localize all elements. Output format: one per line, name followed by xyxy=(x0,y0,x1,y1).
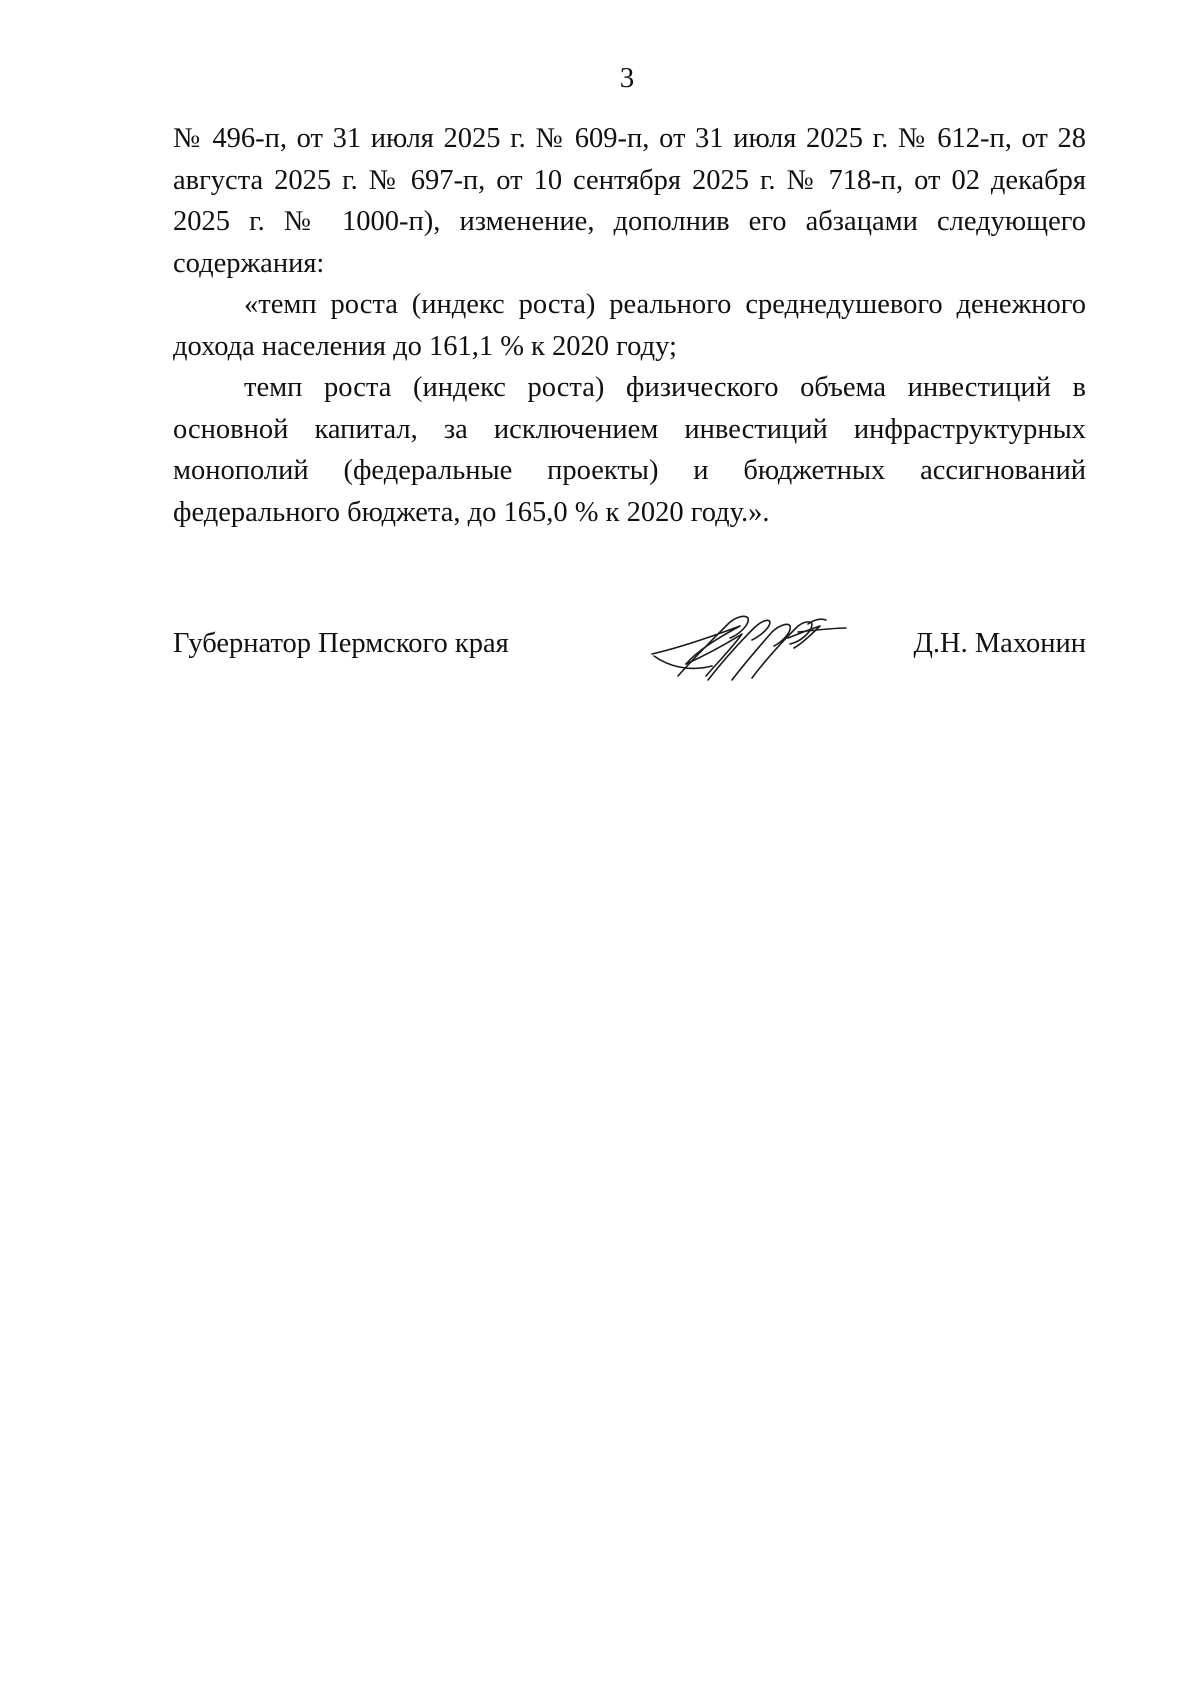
paragraph-amendment-references: № 496-п, от 31 июля 2025 г. № 609-п, от 31 июля 2025 г. № 612-п, от 28 августа 2025 г. № 697-п, от 10 сентября 2025 г. № 718-п, от 02 декабря 2025 г. № 1000-п), изменение, дополнив его абзацами следующего содержания: xyxy=(173,123,1086,279)
handwritten-signature xyxy=(648,608,848,688)
signature-block xyxy=(173,608,1086,688)
document-body xyxy=(173,118,1086,533)
signatory-name: Д.Н. Махонин xyxy=(913,628,1086,659)
page-number: 3 xyxy=(619,62,635,94)
paragraph-income-growth-rate: «темп роста (индекс роста) реального среднедушевого денежного дохода населения до 161,1 % к 2020 году; xyxy=(173,289,1086,362)
signatory-position: Губернатор Пермского края xyxy=(173,628,509,659)
paragraph-investment-growth-rate: темп роста (индекс роста) физического объема инвестиций в основной капитал, за исключением инвестиций инфраструктурных монополий (федеральные проекты) и бюджетных ассигнований федерального бюджета, до 165,0 % к 2020 году.». xyxy=(173,372,1086,528)
